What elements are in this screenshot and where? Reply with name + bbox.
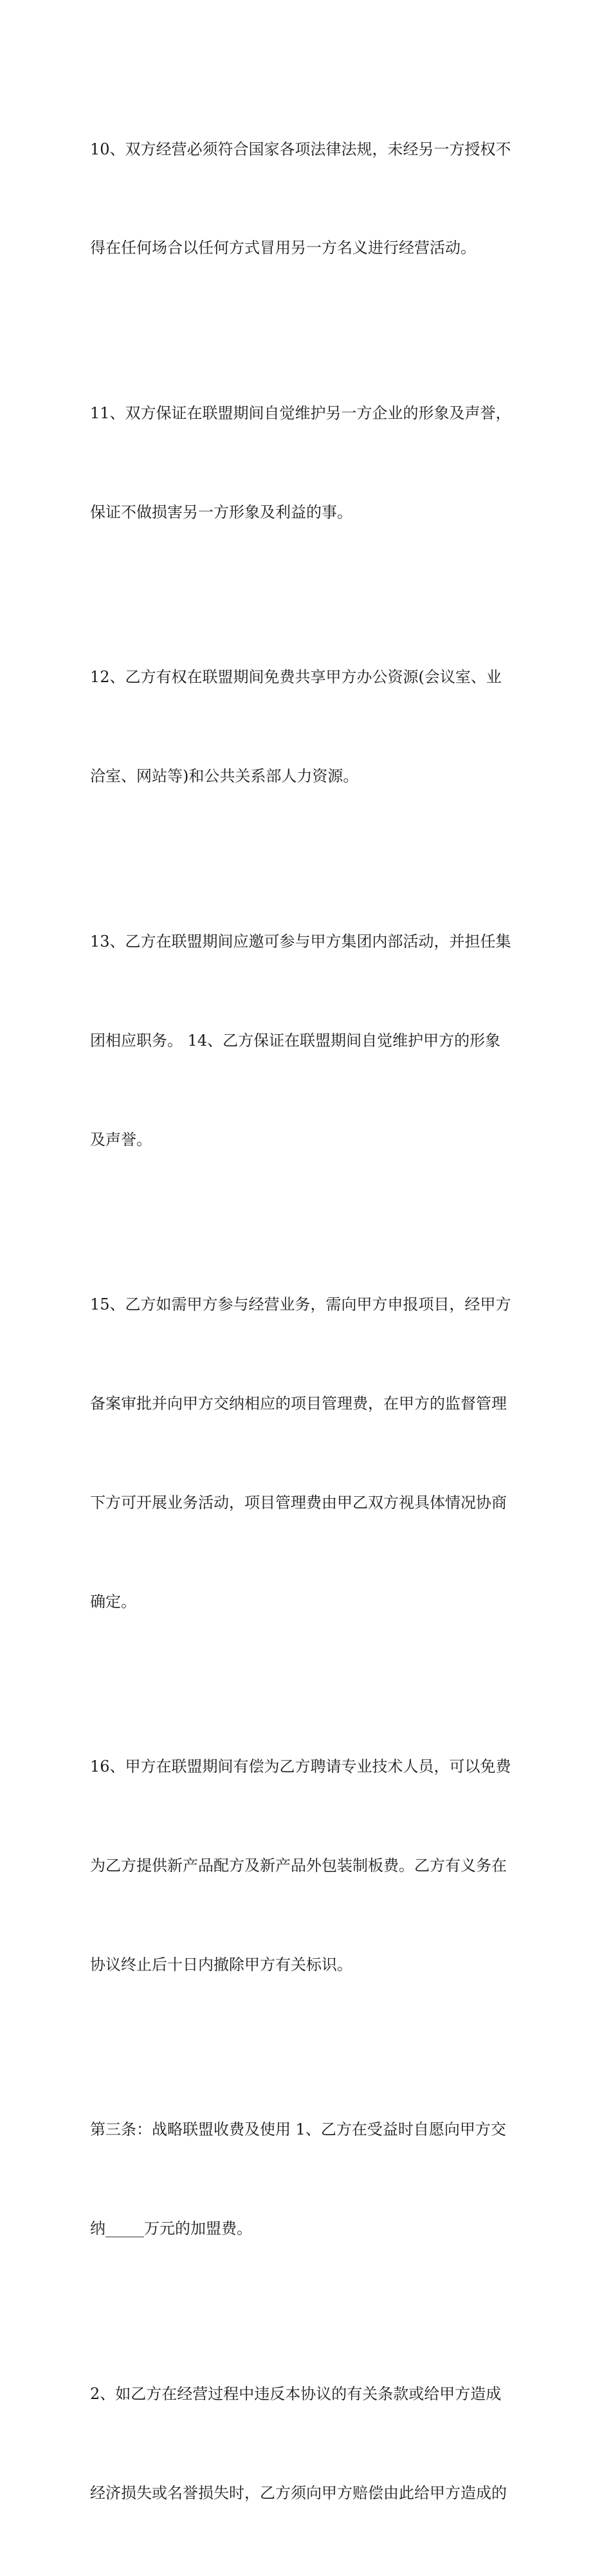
clause-10 [90, 67, 525, 331]
article-3-item-2 [90, 2312, 525, 2575]
text-line: 经济损失或名誉损失时，乙方须向甲方赔偿由此给甲方造成的 [90, 2483, 507, 2502]
text-line: 洽室、网站等)和公共关系部人力资源。 [90, 767, 359, 786]
text-line: 为乙方提供新产品配方及新产品外包装制板费。乙方有义务在 [90, 1857, 507, 1875]
text-line: 保证不做损害另一方形象及利益的事。 [90, 503, 352, 521]
clause-13-14 [90, 859, 525, 1222]
text-line: 2、如乙方在经营过程中违反本协议的有关条款或给甲方造成 [90, 2384, 502, 2403]
clause-16 [90, 1685, 525, 2048]
text-line: 11、双方保证在联盟期间自觉维护另一方企业的形象及声誉， [90, 403, 511, 422]
text-line: 12、乙方有权在联盟期间免费共享甲方办公资源(会议室、业 [90, 668, 502, 687]
document-body [90, 67, 525, 2576]
article-3-fees [90, 2048, 525, 2312]
text-line: 下方可开展业务活动，项目管理费由甲乙双方视具体情况协商 [90, 1493, 507, 1512]
text-line: 得在任何场合以任何方式冒用另一方名义进行经营活动。 [90, 239, 476, 257]
text-line: 10、双方经营必须符合国家各项法律法规，未经另一方授权不 [90, 140, 511, 158]
clause-15 [90, 1222, 525, 1684]
text-line: 纳_____万元的加盟费。 [90, 2219, 252, 2238]
text-line: 及声誉。 [90, 1130, 152, 1149]
text-line: 协议终止后十日内撤除甲方有关标识。 [90, 1955, 352, 1974]
clause-11 [90, 331, 525, 595]
text-line: 确定。 [90, 1592, 136, 1611]
text-line: 团相应职务。 14、乙方保证在联盟期间自觉维护甲方的形象 [90, 1031, 501, 1050]
clause-12 [90, 595, 525, 859]
text-line: 备案审批并向甲方交纳相应的项目管理费，在甲方的监督管理 [90, 1394, 507, 1413]
text-line: 第三条：战略联盟收费及使用 1、乙方在受益时自愿向甲方交 [90, 2120, 506, 2139]
text-line: 15、乙方如需甲方参与经营业务，需向甲方申报项目，经甲方 [90, 1295, 511, 1313]
text-line: 13、乙方在联盟期间应邀可参与甲方集团内部活动，并担任集 [90, 932, 511, 950]
text-line: 16、甲方在联盟期间有偿为乙方聘请专业技术人员，可以免费 [90, 1757, 511, 1776]
